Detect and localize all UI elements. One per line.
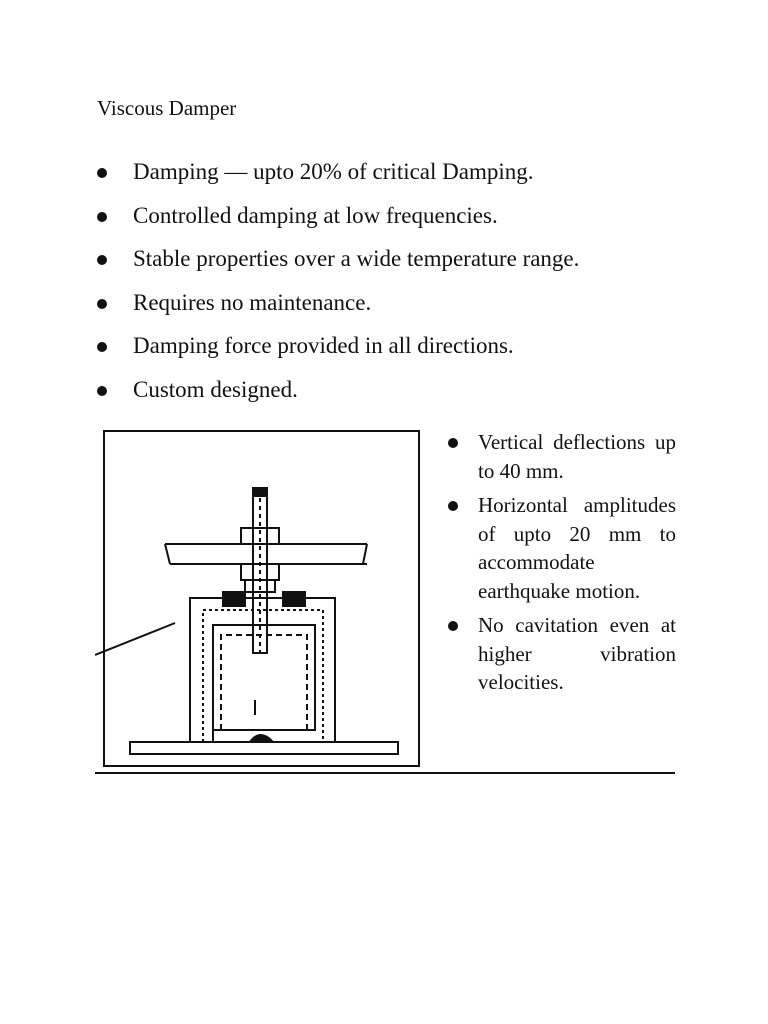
spec-list: [448, 428, 676, 703]
base-plate: [130, 742, 398, 754]
leader-line: [95, 623, 175, 655]
feature-text: Custom designed.: [133, 376, 298, 402]
spec-text: No cavitation even at higher vibration velocities.: [478, 613, 676, 694]
list-item: [448, 491, 676, 605]
list-item: [95, 196, 579, 240]
seal-right: [283, 592, 305, 606]
page-title: Viscous Damper: [97, 96, 237, 120]
bullet-icon: [97, 255, 107, 265]
feature-text: Stable properties over a wide temperature range.: [133, 246, 580, 271]
feature-text: Damping — upto 20% of critical Damping.: [133, 159, 534, 184]
bullet-icon: [448, 501, 458, 511]
bullet-icon: [97, 168, 107, 178]
list-item: [448, 428, 676, 485]
bullet-icon: [448, 621, 458, 631]
spec-text: Horizontal amplitudes of upto 20 mm to accommodate earthquake motion.: [478, 493, 676, 603]
bullet-icon: [97, 342, 107, 352]
rod-cap: [255, 488, 265, 496]
damper-diagram: [103, 430, 420, 767]
list-item: [95, 326, 579, 370]
bullet-icon: [97, 212, 107, 222]
list-item: [95, 283, 579, 327]
damper-drawing: [95, 430, 425, 770]
bullet-icon: [97, 386, 107, 396]
feature-list: [95, 152, 579, 413]
feature-text: Requires no maintenance.: [133, 289, 372, 315]
list-item: [95, 152, 579, 196]
spec-text: Vertical deflections up to 40 mm.: [478, 430, 676, 483]
seal-left: [223, 592, 245, 606]
piston-bell: [213, 625, 315, 742]
list-item: [95, 239, 579, 283]
list-item: [95, 370, 579, 414]
feature-text: Controlled damping at low frequencies.: [133, 202, 498, 228]
bullet-icon: [97, 299, 107, 309]
list-item: [448, 611, 676, 697]
piston-inner: [221, 635, 307, 730]
housing-outer: [190, 598, 335, 742]
divider-rule: [95, 772, 675, 774]
feature-text: Damping force provided in all directions.: [133, 333, 514, 358]
foot: [250, 735, 273, 742]
bullet-icon: [448, 438, 458, 448]
